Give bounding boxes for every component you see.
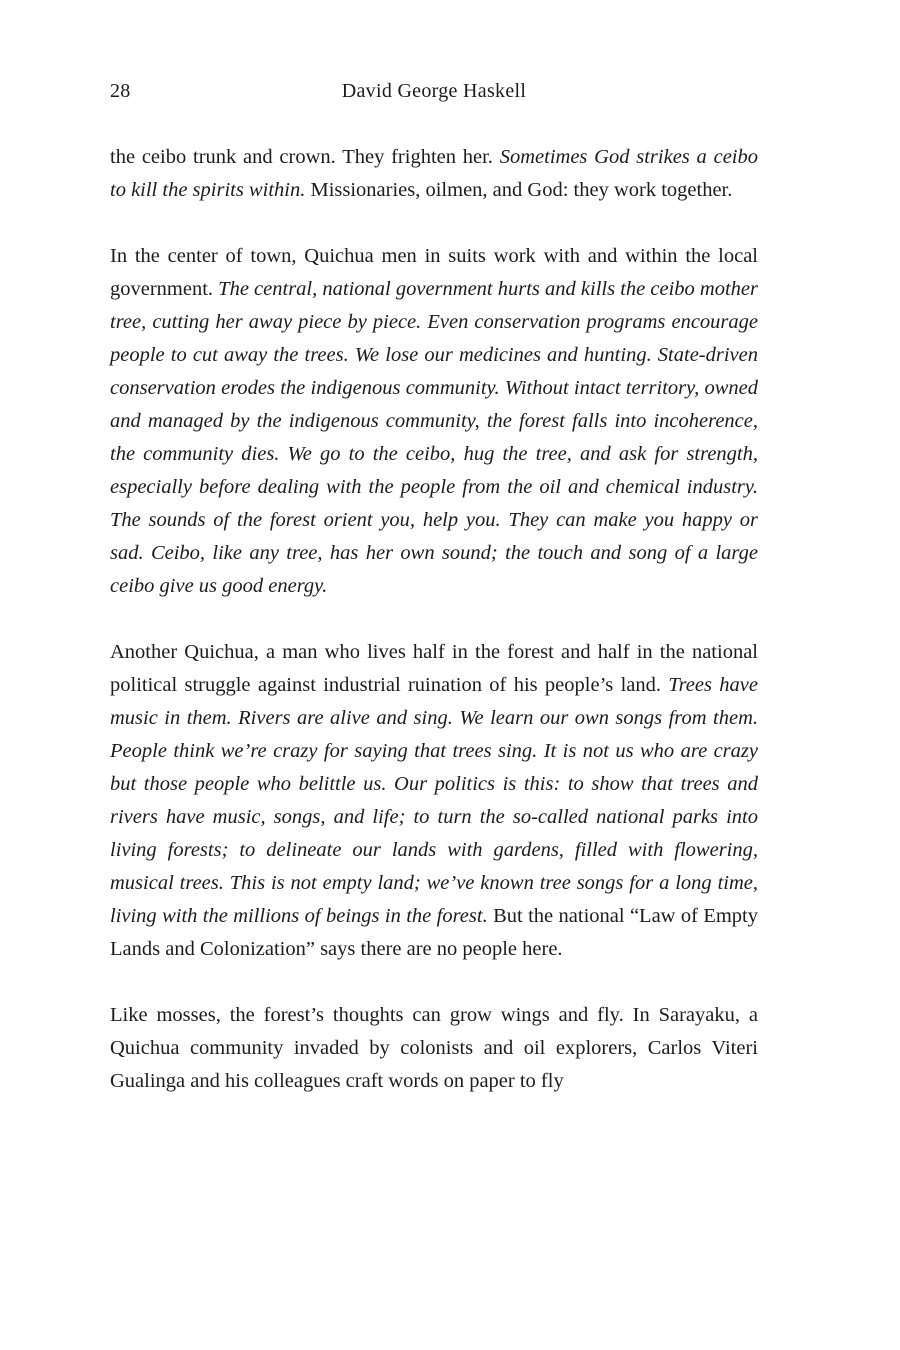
text-segment: Another Quichua, a man who lives half in the forest and half in the national political struggle against industrial ruination of his people’s land. [110, 641, 758, 696]
text-segment: Like mosses, the forest’s thoughts can grow wings and fly. In Sarayaku, a Quichua community invaded by colonists and oil explorers, Carlos Viteri Gualinga and his colleagues craft words on paper to fly [110, 1004, 758, 1092]
paragraph [110, 999, 758, 1098]
text-segment: the ceibo trunk and crown. They frighten her. [110, 146, 500, 168]
italic-quote: The central, national government hurts and kills the ceibo mother tree, cutting her away piece by piece. Even conservation programs encourage people to cut away the trees. We lose our medicines and hunting. State-driven conservation erodes the indigenous community. Without intact territory, owned and managed by the indigenous community, the forest falls into incoherence, the community dies. We go to the ceibo, hug the tree, and ask for strength, especially before dealing with the people from the oil and chemical industry. The sounds of the forest orient you, help you. They can make you happy or sad. Ceibo, like any tree, has her own sound; the touch and song of a large ceibo give us good energy. [110, 278, 758, 597]
running-head [110, 80, 758, 110]
italic-quote: Trees have music in them. Rivers are alive and sing. We learn our own songs from them. People think we’re crazy for saying that trees sing. It is not us who are crazy but those people who belittle us. Our politics is this: to show that trees and rivers have music, songs, and life; to turn the so-called national parks into living forests; to delineate our lands with gardens, filled with flowering, musical trees. This is not empty land; we’ve known tree songs for a long time, living with the millions of beings in the forest. [110, 674, 758, 927]
paragraph [110, 141, 758, 207]
body-text [110, 141, 758, 1098]
text-segment: In the center of town, Quichua men in suits work with and within the local government. [110, 245, 758, 300]
text-segment: Missionaries, oilmen, and God: they work together. [305, 179, 733, 201]
paragraph [110, 636, 758, 966]
text-segment: But the national “Law of Empty Lands and Colonization” says there are no people here. [110, 905, 758, 960]
page-number: 28 [110, 80, 131, 102]
italic-quote: Sometimes God strikes a ceibo to kill the spirits within. [110, 146, 758, 201]
running-head-author: David George Haskell [341, 80, 527, 102]
paragraph [110, 240, 758, 603]
